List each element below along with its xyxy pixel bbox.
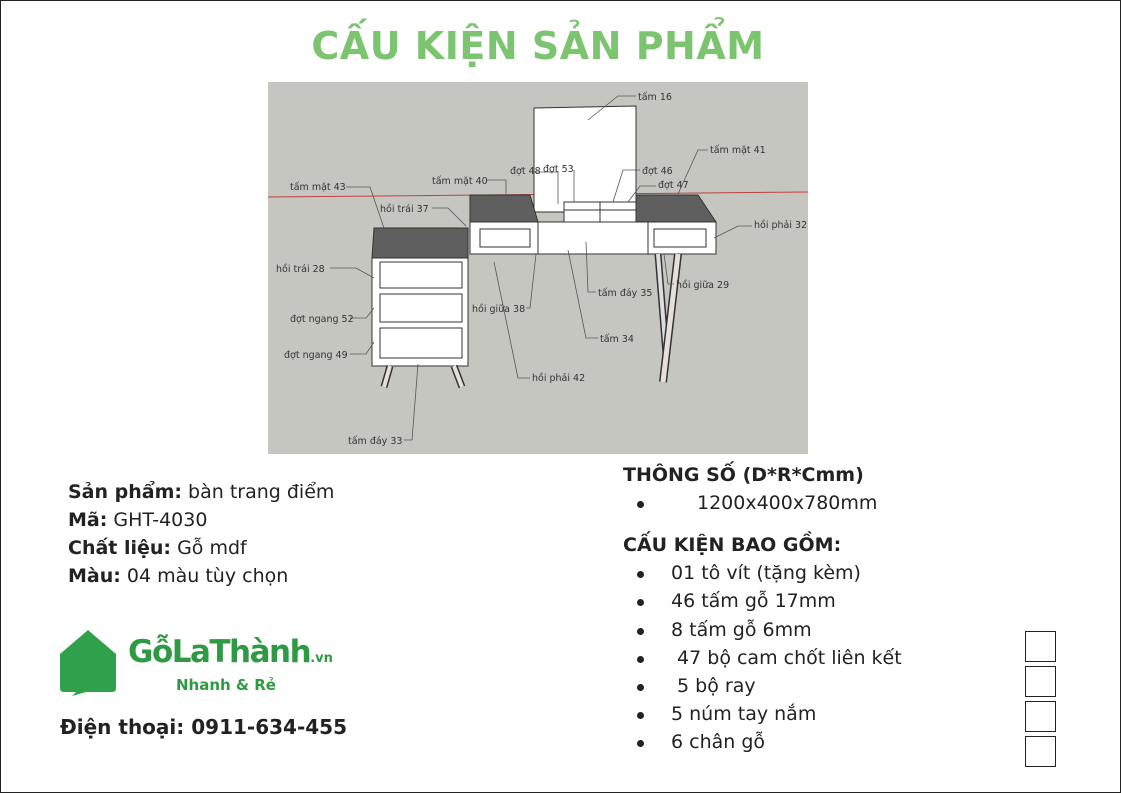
logo-name (128, 634, 333, 670)
logo-tagline: Nhanh & Rẻ (176, 676, 276, 694)
components-list (623, 559, 902, 756)
svg-text:tấm đáy 33: tấm đáy 33 (348, 436, 403, 447)
product-name-row (68, 478, 334, 506)
list-item (623, 672, 902, 700)
phone-number: Điện thoại: 0911-634-455 (60, 715, 347, 739)
spec-value: 1200x400x780mm (697, 492, 878, 514)
bullet-icon (637, 599, 644, 606)
product-code-label: Mã: (68, 509, 108, 531)
bullet-icon (637, 684, 644, 691)
product-info (68, 478, 334, 590)
bullet-icon (637, 501, 644, 508)
component-text: 01 tô vít (tặng kèm) (671, 562, 861, 585)
list-item (623, 587, 902, 615)
product-code-row (68, 506, 334, 534)
product-name-label: Sản phẩm: (68, 481, 182, 503)
brand-logo (58, 628, 338, 698)
bullet-icon (637, 656, 644, 663)
product-material-value: Gỗ mdf (171, 537, 247, 559)
components-heading: CẤU KIỆN BAO GỒM: (623, 534, 842, 557)
product-color-value: 04 màu tùy chọn (120, 565, 289, 587)
component-text: 5 núm tay nắm (671, 703, 817, 726)
component-text: 6 chân gỗ (671, 731, 766, 754)
list-item (623, 616, 902, 644)
svg-text:hồi phải 32: hồi phải 32 (754, 220, 808, 231)
specs-panel (623, 461, 902, 757)
svg-text:đợt ngang 52: đợt ngang 52 (290, 314, 354, 325)
svg-text:hồi giữa 38: hồi giữa 38 (472, 304, 526, 315)
assembly-diagram (268, 82, 808, 454)
svg-text:hồi phải 42: hồi phải 42 (532, 373, 586, 384)
house-icon (58, 628, 118, 696)
list-item (623, 644, 902, 672)
specs-heading: THÔNG SỐ (D*R*Cmm) (623, 464, 864, 486)
svg-text:tấm mặt 43: tấm mặt 43 (290, 182, 346, 193)
product-color-row (68, 562, 334, 590)
logo-name-text: GỗLaThành (128, 634, 311, 670)
checkbox[interactable] (1025, 736, 1056, 767)
svg-text:đợt 47: đợt 47 (658, 180, 689, 191)
product-name-value: bàn trang điểm (182, 481, 335, 503)
svg-text:hồi trái 28: hồi trái 28 (276, 264, 325, 275)
checkbox[interactable] (1025, 631, 1056, 662)
checkbox-column (1025, 631, 1056, 771)
svg-text:hồi giữa 29: hồi giữa 29 (676, 280, 730, 291)
list-item (623, 489, 902, 517)
bullet-icon (637, 712, 644, 719)
svg-text:đợt 53: đợt 53 (543, 164, 574, 175)
list-item (623, 559, 902, 587)
svg-text:tấm 16: tấm 16 (638, 92, 672, 103)
svg-text:đợt ngang 49: đợt ngang 49 (284, 350, 348, 361)
bullet-icon (637, 628, 644, 635)
list-item (623, 728, 902, 756)
svg-text:tấm mặt 40: tấm mặt 40 (432, 176, 488, 187)
component-text: 5 bộ ray (671, 675, 756, 698)
component-text: 8 tấm gỗ 6mm (671, 618, 812, 641)
svg-text:đợt 46: đợt 46 (642, 166, 673, 177)
product-code-value: GHT-4030 (107, 509, 208, 531)
product-material-row (68, 534, 334, 562)
checkbox[interactable] (1025, 666, 1056, 697)
svg-text:tấm đáy 35: tấm đáy 35 (598, 288, 653, 299)
bullet-icon (637, 571, 644, 578)
component-text: 46 tấm gỗ 17mm (671, 590, 836, 613)
svg-text:hồi trái 37: hồi trái 37 (380, 204, 429, 215)
svg-text:đợt 48: đợt 48 (510, 166, 541, 177)
product-color-label: Màu: (68, 565, 121, 587)
product-material-label: Chất liệu: (68, 537, 172, 559)
svg-text:tấm mặt 41: tấm mặt 41 (710, 145, 766, 156)
component-text: 47 bộ cam chốt liên kết (671, 646, 902, 669)
page-title: CẤU KIỆN SẢN PHẨM (311, 24, 765, 68)
bullet-icon (637, 740, 644, 747)
checkbox[interactable] (1025, 701, 1056, 732)
logo-suffix: .vn (310, 651, 333, 666)
list-item (623, 700, 902, 728)
specs-list (623, 489, 902, 517)
svg-text:tấm 34: tấm 34 (600, 334, 634, 345)
